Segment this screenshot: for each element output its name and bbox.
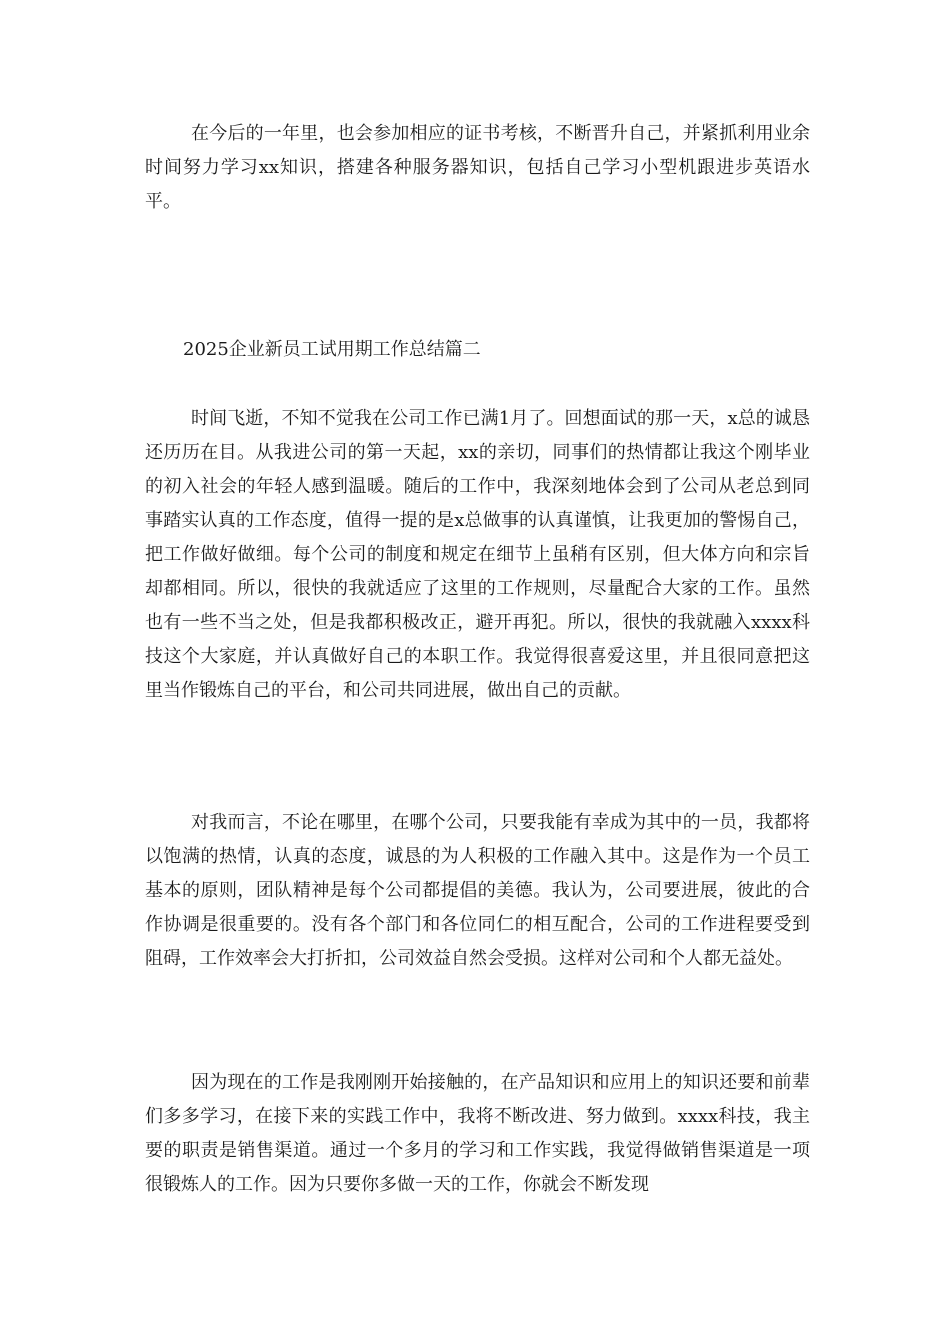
paragraph-self-improvement: 在今后的一年里，也会参加相应的证书考核，不断晋升自己，并紧抓利用业余时间努力学习xx知识，搭建各种服务器知识，包括自己学习小型机跟进步英语水平。 [145,123,810,212]
section-heading: 2025企业新员工试用期工作总结篇二 [183,339,481,360]
paragraph-sales-channel: 因为现在的工作是我刚刚开始接触的，在产品知识和应用上的知识还要和前辈们多多学习，在接下来的实践工作中，我将不断改进、努力做到。xxxx科技，我主要的职责是销售渠道。通过一个多月的学习和工作实践，我觉得做销售渠道是一项很锻炼人的工作。因为只要你多做一天的工作，你就会不断发现 [145,1072,810,1195]
paragraph-teamwork: 对我而言，不论在哪里，在哪个公司，只要我能有幸成为其中的一员，我都将以饱满的热情，认真的态度，诚恳的为人积极的工作融入其中。这是作为一个员工基本的原则，团队精神是每个公司都提倡的美德。我认为，公司要进展，彼此的合作协调是很重要的。没有各个部门和各位同仁的相互配合，公司的工作进程要受到阻碍，工作效率会大打折扣，公司效益自然会受损。这样对公司和个人都无益处。 [145,812,810,969]
paragraph-first-month: 时间飞逝，不知不觉我在公司工作已满1月了。回想面试的那一天，x总的诚恳还历历在目。从我进公司的第一天起，xx的亲切，同事们的热情都让我这个刚毕业的初入社会的年轻人感到温暖。随后的工作中，我深刻地体会到了公司从老总到同事踏实认真的工作态度，值得一提的是x总做事的认真谨慎，让我更加的警惕自己，把工作做好做细。每个公司的制度和规定在细节上虽稍有区别，但大体方向和宗旨却都相同。所以，很快的我就适应了这里的工作规则，尽量配合大家的工作。虽然也有一些不当之处，但是我都积极改正，避开再犯。所以，很快的我就融入xxxx科技这个大家庭，并认真做好自己的本职工作。我觉得很喜爱这里，并且很同意把这里当作锻炼自己的平台，和公司共同进展，做出自己的贡献。 [145,408,810,701]
